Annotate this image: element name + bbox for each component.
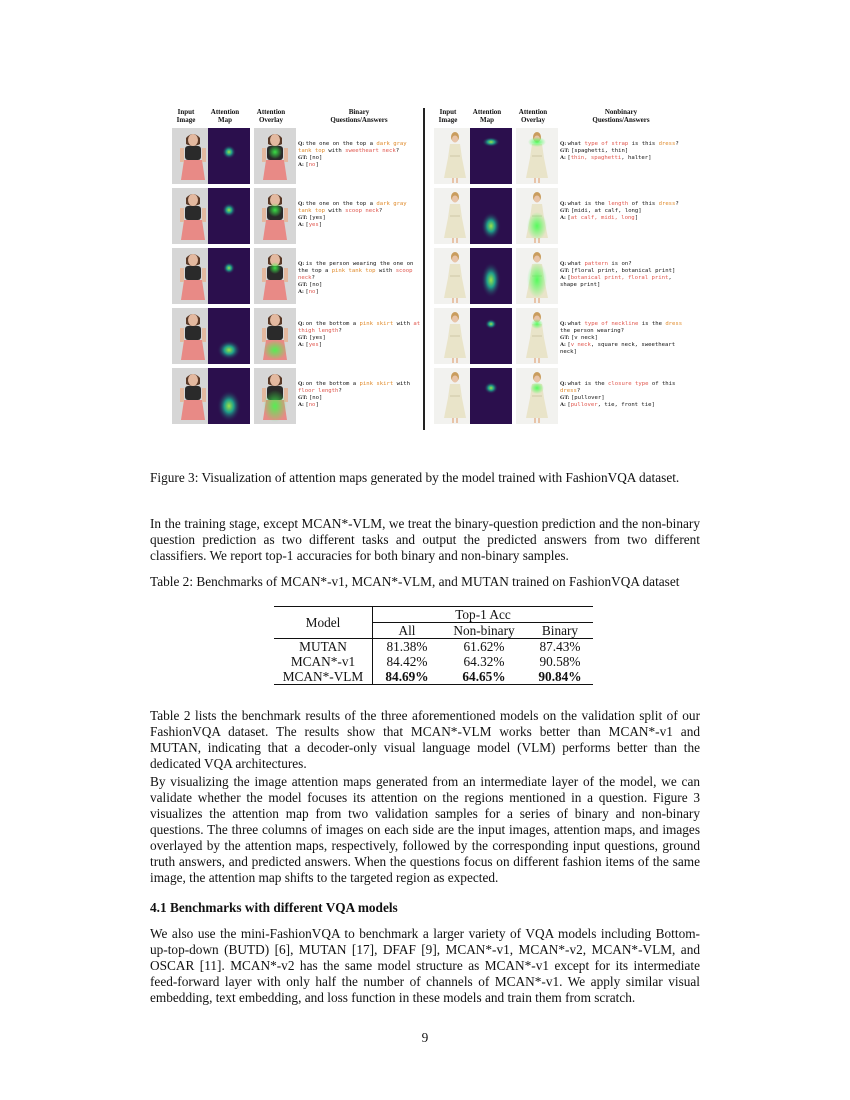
figure-column-header: Attention Overlay xyxy=(518,108,548,124)
paragraph-visualization: By visualizing the image attention maps generated from an intermediate layer of the model, we can validate whether the model focuses its attention on the regions mentioned in a question. Figure 3 visualizes the attention map from two validation samples for a series of binary and non-binary questions. The three columns of images on each side are the input images, attention maps, and images overlayed by the attention maps, respectively, followed by the corresponding input questions, ground truth answers, and predicted answers. When the questions focus on different fashion items of the same image, the attention map shifts to the targeted region as expected. xyxy=(150,774,700,885)
question-answer: Q: on the bottom a pink skirt with floor length? GT: [no] A: [no] xyxy=(298,381,411,408)
row-nonbinary: 64.65% xyxy=(462,669,506,684)
attention-map xyxy=(470,188,512,244)
figure-row xyxy=(164,188,422,246)
attention-map xyxy=(470,368,512,424)
figure-column-header: Attention Overlay xyxy=(256,108,286,124)
question-answer: Q: what type of strap is this dress? GT: [spaghetti, thin] A: [thin, spaghetti, halter] xyxy=(560,141,679,161)
figure-row xyxy=(426,188,684,246)
attention-overlay xyxy=(516,368,558,424)
question-answer: Q: the one on the top a dark gray tank top with scoop neck? GT: [yes] A: [yes] xyxy=(298,201,407,228)
row-model: MUTAN xyxy=(274,639,373,655)
attention-overlay xyxy=(254,368,296,424)
col-nonbinary: Non-binary xyxy=(453,623,515,638)
row-model: MCAN*-VLM xyxy=(274,669,373,685)
row-binary: 87.43% xyxy=(539,639,581,654)
row-model: MCAN*-v1 xyxy=(274,654,373,669)
question-answer: Q: on the bottom a pink skirt with at thigh length? GT: [yes] A: [yes] xyxy=(298,321,421,348)
figure-row xyxy=(164,128,422,186)
top1-header: Top-1 Acc xyxy=(373,607,594,623)
row-nonbinary: 61.62% xyxy=(463,639,505,654)
question-answer: Q: what type of neckline is the dress the person wearing? GT: [v neck] A: [v neck, square neck, sweetheart neck] xyxy=(560,321,683,355)
page-number: 9 xyxy=(421,1030,429,1045)
row-binary: 90.84% xyxy=(538,669,582,684)
table-row xyxy=(274,639,593,655)
question-answer: Q: what is the closure type of this dress? GT: [pullover] A: [pullover, tie, front tie] xyxy=(560,381,676,408)
table-row xyxy=(274,669,593,685)
question-answer: Q: is the person wearing the one on the top a pink tank top with scoop neck? GT: [no] A: [no] xyxy=(298,261,414,295)
benchmark-table xyxy=(274,606,593,685)
attention-map xyxy=(470,128,512,184)
figure-3 xyxy=(164,108,688,430)
attention-overlay xyxy=(516,188,558,244)
row-binary: 90.58% xyxy=(539,654,581,669)
attention-map xyxy=(208,308,250,364)
attention-overlay xyxy=(254,308,296,364)
attention-map xyxy=(470,248,512,304)
nonbinary-panel xyxy=(426,108,684,430)
figure-row xyxy=(164,248,422,306)
row-all: 84.42% xyxy=(386,654,428,669)
figure-column-header: Input Image xyxy=(176,108,196,124)
panel-divider xyxy=(423,108,425,430)
figure-column-header: Nonbinary Questions/Answers xyxy=(592,108,650,124)
attention-overlay xyxy=(516,308,558,364)
attention-map xyxy=(208,248,250,304)
row-all: 84.69% xyxy=(385,669,429,684)
figure-column-header: Attention Map xyxy=(210,108,240,124)
figure-row xyxy=(426,248,684,306)
question-answer: Q: the one on the top a dark gray tank top with sweetheart neck? GT: [no] A: [no] xyxy=(298,141,407,168)
figure-column-header: Attention Map xyxy=(472,108,502,124)
attention-overlay xyxy=(254,188,296,244)
attention-overlay xyxy=(254,128,296,184)
question-answer: Q: what pattern is on? GT: [floral print, botanical print] A: [botanical print, floral print, shape print] xyxy=(560,261,676,288)
attention-map xyxy=(470,308,512,364)
attention-overlay xyxy=(516,128,558,184)
figure-row xyxy=(426,308,684,366)
row-all: 81.38% xyxy=(386,639,428,654)
paragraph-training: In the training stage, except MCAN*-VLM, we treat the binary-question prediction and the non-binary question prediction as two different tasks and output the predicted answers from two different classifiers. We report top-1 accuracies for both binary and non-binary samples. xyxy=(150,516,700,563)
figure-column-header: Input Image xyxy=(438,108,458,124)
attention-overlay xyxy=(516,248,558,304)
attention-overlay xyxy=(254,248,296,304)
question-answer: Q: what is the length of this dress? GT: [midi, at calf, long] A: [at calf, midi, long] xyxy=(560,201,679,221)
figure-row xyxy=(426,128,684,186)
attention-map xyxy=(208,128,250,184)
col-all: All xyxy=(398,623,416,638)
figure-caption: Figure 3: Visualization of attention maps generated by the model trained with FashionVQA dataset. xyxy=(150,470,680,485)
binary-panel xyxy=(164,108,422,430)
model-header: Model xyxy=(274,607,373,639)
figure-column-header: Binary Questions/Answers xyxy=(330,108,388,124)
table-caption: Table 2: Benchmarks of MCAN*-v1, MCAN*-VLM, and MUTAN trained on FashionVQA dataset xyxy=(150,574,680,589)
paragraph-results: Table 2 lists the benchmark results of the three aforementioned models on the validation split of our FashionVQA dataset. The results show that MCAN*-VLM works better than MCAN*-v1 and MUTAN, indicating that a decoder-only visual language model (VLM) performs better than the dedicated VQA architectures. xyxy=(150,708,700,771)
figure-row xyxy=(164,368,422,426)
attention-map xyxy=(208,188,250,244)
figure-row xyxy=(164,308,422,366)
row-nonbinary: 64.32% xyxy=(463,654,505,669)
col-binary: Binary xyxy=(541,623,579,638)
attention-map xyxy=(208,368,250,424)
section-heading: 4.1 Benchmarks with different VQA models xyxy=(150,900,398,915)
table-row xyxy=(274,654,593,669)
figure-row xyxy=(426,368,684,426)
paragraph-benchmarks: We also use the mini-FashionVQA to benchmark a larger variety of VQA models including Bottom-up-top-down (BUTD) [6], MUTAN [17], DFAF [9], MCAN*-v1, MCAN*-v2, MCAN*-VLM, and OSCAR [11]. MCAN*-v2 has the same model structure as MCAN*-v1 except for its intermediate feed-forward layer with only half the number of channels of MCAN*-v1. We apply similar visual embedding, text embedding, and loss function in these models and train them from scratch. xyxy=(150,926,700,1005)
